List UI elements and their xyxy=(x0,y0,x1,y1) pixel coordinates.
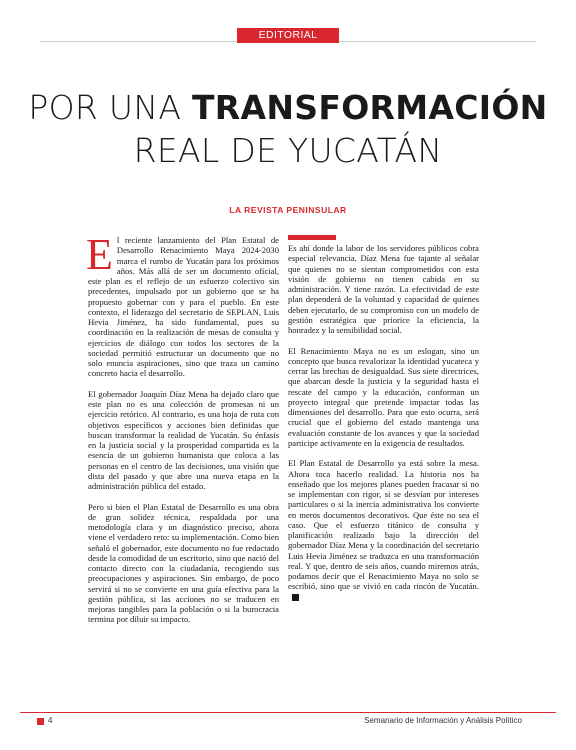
paragraph-1 xyxy=(86,230,279,379)
paragraph-6 xyxy=(288,458,479,602)
left-column xyxy=(86,230,279,635)
publication-name: Semanario de Información y Análisis Político xyxy=(364,716,522,725)
paragraph-4: Es ahí donde la labor de los servidores públicos cobra especial relevancia. Díaz Mena fue tajante al señalar que quienes no se sientan comprometidos con esta visión de gobierno no tienen cabida en su administración. Y tiene razón. La efectividad de este plan dependerá de la voluntad y capacidad de quienes deben ejecutarlo, de su compromiso con un modelo de gestión estratégica que priorice la eficiencia, la honradez y la sensibilidad social. xyxy=(288,243,479,335)
headline-line2: REAL DE YUCATÁN xyxy=(133,131,443,170)
section-badge: EDITORIAL xyxy=(237,28,339,43)
page-number: 4 xyxy=(48,716,53,725)
end-mark-icon xyxy=(292,594,299,601)
paragraph-2: El gobernador Joaquín Díaz Mena ha dejado claro que este plan no es una colección de promesas ni un ejercicio retórico. Al contrario, es una hoja de ruta con objetivos específicos y acciones bien definidas que buscan transformar la realidad de Yucatán. Su énfasis en la justicia social y la prosperidad compartida es la esencia de un gobierno humanista que coloca a las personas en el centro de las decisiones, una visión que dista del pasado y que abre una nueva etapa en la administración pública del estado. xyxy=(88,388,279,491)
paragraph-6-text: El Plan Estatal de Desarrollo ya está sobre la mesa. Ahora toca hacerlo realidad. La historia nos ha enseñado que los mejores planes pueden fracasar si no se implementan con rigor, si se desvían por intereses particulares o si la inercia administrativa los convierte en meros documentos decorativos. Que éste no sea el caso. Que el esfuerzo titánico de consulta y planificación realizado bajo la dirección del gobernador Díaz Mena y la coordinación del secretario Luis Hevia Jiménez se traduzca en una transformación real. Y que, dentro de seis años, cuando miremos atrás, podamos decir que el Renacimiento Maya no solo se escribió, sino que se vivió en cada rincón de Yucatán. xyxy=(288,458,479,592)
footer-rule xyxy=(20,712,556,713)
footer-square-icon xyxy=(37,718,44,725)
dropcap: E xyxy=(86,230,113,279)
paragraph-5: El Renacimiento Maya no es un eslogan, sino un concepto que busca revalorizar la identidad yucateca y cerrar las brechas de desigualdad. Sus siete directrices, que abarcan desde la justicia y la seguridad hasta el rescate del campo y la educación, conforman un proyecto integral que pretende impactar todas las dimensiones del desarrollo. Para que esto ocurra, será crucial que el gobierno del estado mantenga una evaluación constante de los avances y que la sociedad participe activamente en la exigencia de resultados. xyxy=(288,345,479,448)
right-column xyxy=(288,235,479,612)
headline xyxy=(20,86,556,172)
byline: LA REVISTA PENINSULAR xyxy=(229,205,347,215)
headline-light: POR UNA xyxy=(28,88,192,127)
headline-bold: TRANSFORMACIÓN xyxy=(192,88,548,127)
paragraph-3: Pero si bien el Plan Estatal de Desarrollo es una obra de gran solidez técnica, respaldada por una metodología clara y un diagnóstico preciso, ahora viene el verdadero reto: su implementación. Como bien señaló el gobernador, este documento no fue redactado desde la comodidad de un escritorio, sino que nació del contacto directo con la ciudadanía, recogiendo sus preocupaciones y aspiraciones. Sin embargo, de poco servirá si no se convierte en una guía efectiva para la gestión pública, si las acciones no se traducen en mejoras tangibles para la población o si la burocracia termina por diluir su impacto. xyxy=(88,501,279,625)
paragraph-1-text: l reciente lanzamiento del Plan Estatal de Desarrollo Renacimiento Maya 2024-2030 marca el rumbo de Yucatán para los próximos años. Más allá de ser un documento oficial, este plan es el reflejo de un esfuerzo colectivo sin precedentes, impulsado por un gobierno que se ha propuesto gobernar con y para el pueblo. En este contexto, el liderazgo del secretario de SEPLAN, Luis Hevia Jiménez, ha sido fundamental, pues su coordinación en la realización de mesas de consulta y ejercicios de diálogo con todos los sectores de la sociedad permitió estructurar un documento que no solo enuncia aspiraciones, sino que traza un camino concreto hacia el desarrollo. xyxy=(88,235,279,379)
